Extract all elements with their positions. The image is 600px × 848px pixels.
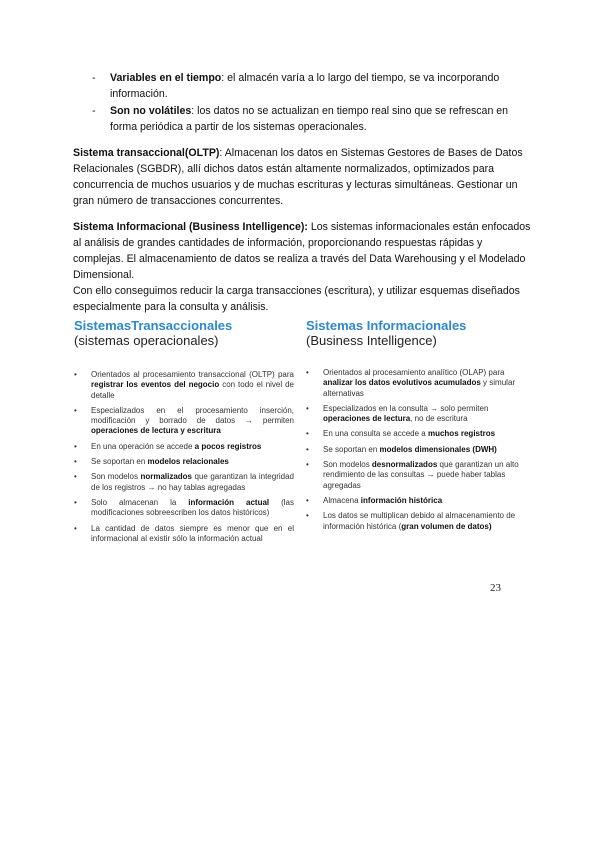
bi-paragraph: Sistema Informacional (Business Intelligence): Los sistemas informacionales están enfocados al análisis de grandes cantidades de información, proporcionando respuestas rápidas y complejas. El almacenamiento de datos se realiza a través del Data Warehousing y el Modelado Dimensional. Con ello conseguimos reducir la carga transacciones (escritura), y utilizar esquemas diseñados especialmente para la consulta y análisis.	[73, 221, 531, 313]
list-item: • Especializados en el procesamiento inserción, modificación y borrado de datos → permiten operaciones de lectura y escritura	[74, 405, 294, 436]
list-item: • En una consulta se accede a muchos registros	[306, 429, 496, 439]
transactional-features-list	[74, 370, 294, 549]
transactional-systems-subtitle: (sistemas operacionales)	[74, 333, 219, 348]
intro-list	[92, 70, 532, 136]
list-item: • Especializados en la consulta → solo permiten operaciones de lectura, no de escritura	[306, 403, 489, 424]
list-item: • Almacena información histórica	[306, 495, 443, 505]
list-item: • Orientados al procesamiento transaccional (OLTP) para registrar los eventos del negocio con todo el nivel de detalle	[74, 370, 294, 400]
informational-systems-subtitle: (Business Intelligence)	[306, 333, 437, 348]
list-item: • En una operación se accede a pocos registros	[74, 441, 262, 451]
list-item: - Variables en el tiempo: el almacén varía a lo largo del tiempo, se va incorporando información.	[92, 72, 500, 100]
transactional-systems-title: SistemasTransaccionales	[74, 318, 233, 333]
list-item: • Son modelos desnormalizados que garantizan un alto rendimiento de las consultas → puede haber tablas agregadas	[306, 460, 519, 490]
list-item: • Son modelos normalizados que garantizan la integridad de los registros → no hay tablas agregadas	[74, 472, 294, 492]
page-number: 23	[490, 582, 501, 594]
list-item: - Son no volátiles: los datos no se actualizan en tiempo real sino que se refrescan en forma periódica a partir de los sistemas operacionales.	[92, 105, 509, 133]
list-item: • Se soportan en modelos relacionales	[74, 457, 229, 467]
list-item: • Solo almacenan la información actual (las modificaciones sobreescriben los datos históricos)	[74, 497, 294, 518]
informational-features-list	[306, 368, 524, 537]
informational-systems-title: Sistemas Informacionales	[306, 318, 467, 333]
list-item: • La cantidad de datos siempre es menor que en el informacional al existir sólo la información actual	[74, 523, 294, 543]
oltp-paragraph: Sistema transaccional(OLTP): Almacenan los datos en Sistemas Gestores de Bases de Datos Relacionales (SGBDR), allí dichos datos están altamente normalizados, optimizados para concurrencia de muchos usuarios y de muchas escrituras y lecturas simultáneas. Gestionar un gran número de transacciones concurrentes.	[73, 147, 523, 207]
list-item: • Orientados al procesamiento analítico (OLAP) para analizar los datos evolutivos acumulados y simular alternativas	[306, 368, 516, 398]
list-item: • Se soportan en modelos dimensionales (DWH)	[306, 444, 497, 454]
list-item: • Los datos se multiplican debido al almacenamiento de información histórica (gran volumen de datos)	[306, 511, 516, 531]
